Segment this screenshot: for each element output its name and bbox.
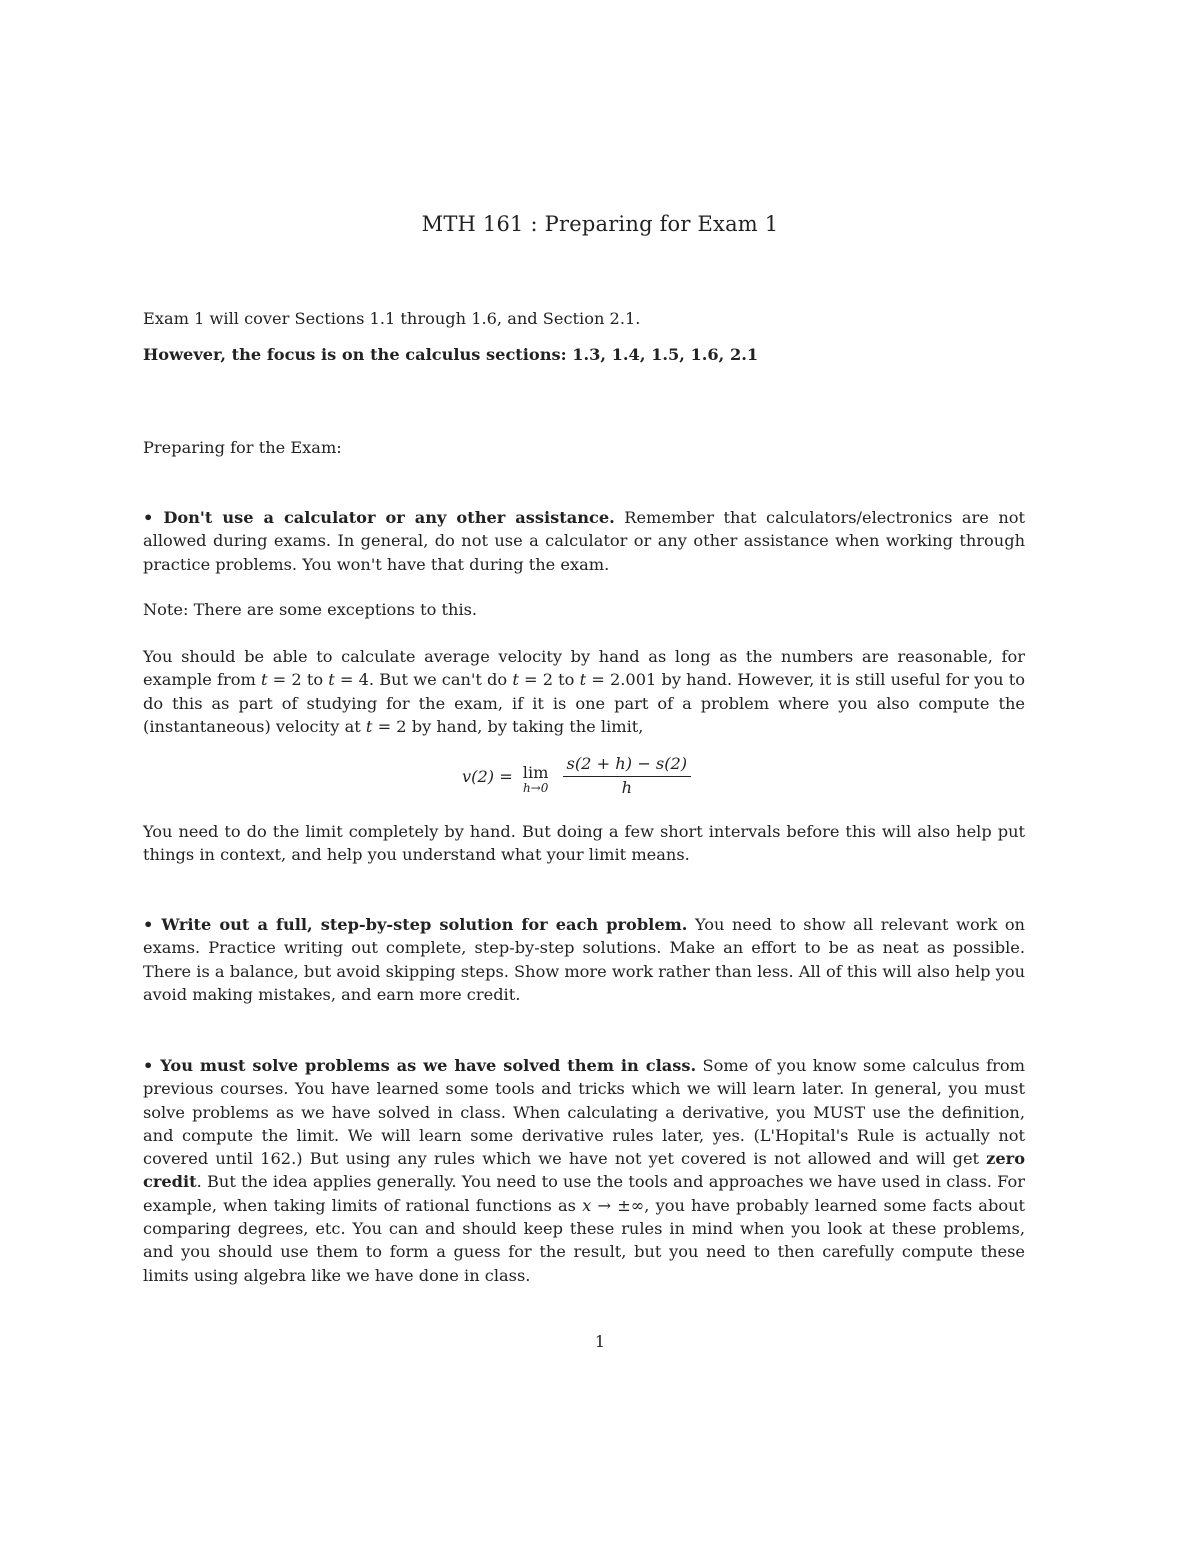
bullet-calculator-heading: • Don't use a calculator or any other assistance. [143,508,615,527]
zero-credit-emphasis: zero credit [143,1149,1025,1192]
note-exceptions: Note: There are some exceptions to this. [143,600,478,619]
math-t: t [260,670,268,690]
math-t: t [512,670,519,690]
bullet-step-by-step-heading: • Write out a full, step-by-step solution for each problem. [143,915,688,934]
velocity-text-5: = 2.001 by hand. However, it is still useful for you to do this as part of studying for the exam, if it is one part of a problem where you also compute the (instantaneous) velocity at [143,670,1025,736]
exam-coverage: Exam 1 will cover Sections 1.1 through 1.6, and Section 2.1. [143,309,641,328]
preparing-heading: Preparing for the Exam: [143,438,342,457]
math-x: x [582,1195,592,1215]
velocity-text-1: You should be able to calculate average velocity by hand as long as the numbers are reasonable, for example from [143,647,1025,690]
limit-word: lim [522,763,549,782]
velocity-text-3: = 4. But we can't do [334,670,513,690]
bullet-solve-text-2: . But the idea applies generally. You need to use the tools and approaches we have used in class. For example, when taking limits of rational functions as [143,1172,1025,1215]
formula-lhs: v(2) = [462,766,513,786]
exam-focus: However, the focus is on the calculus sections: 1.3, 1.4, 1.5, 1.6, 2.1 [143,345,759,364]
bullet-solve-text-1: Some of you know some calculus from previous courses. You have learned some tools and tricks which we will learn later. In general, you must solve problems as we have solved in class. When calculating a derivative, you MUST use the definition, and compute the limit. We will learn some derivative rules later, yes. (L'Hopital's Rule is actually not covered until 162.) But using any rules which we have not yet covered is not allowed and will get [143,1056,1025,1169]
bullet-solve-text-3: , you have probably learned some facts about comparing degrees, etc. You can and should keep these rules in mind when you look at these problems, and you should use them to form a guess for the result, but you need to then carefully compute these limits using algebra like we have done in class. [143,1195,1025,1285]
math-arrow-infinity: → ±∞ [591,1195,645,1215]
limit-operator [523,764,549,794]
page-number: 1 [594,1332,606,1351]
math-t: t [328,670,335,690]
difference-quotient [563,754,692,798]
bullet-step-by-step [143,913,1025,1006]
velocity-text-6: = 2 by hand, by taking the limit, [372,716,644,736]
bullet-solve-heading: • You must solve problems as we have solved them in class. [143,1056,697,1075]
bullet-calculator [143,506,1025,576]
velocity-paragraph [143,645,1025,738]
velocity-text-4: = 2 to [518,670,580,690]
velocity-limit-formula [462,754,691,798]
fraction-numerator: s(2 + h) − s(2) [563,754,692,777]
velocity-text-2: = 2 to [267,670,329,690]
bullet-calculator-text: Remember that calculators/electronics are not allowed during exams. In general, do not use a calculator or any other assistance when working through practice problems. You won't have that during the exam. [143,508,1025,574]
fraction-denominator: h [621,778,633,797]
bullet-solve-as-in-class [143,1054,1025,1287]
document-title: MTH 161 : Preparing for Exam 1 [421,212,779,236]
limit-subscript: h→0 [522,781,549,795]
math-t: t [365,716,373,736]
limit-context-paragraph: You need to do the limit completely by hand. But doing a few short intervals before this will also help put things in context, and help you understand what your limit means. [143,822,1025,865]
bullet-step-by-step-text: You need to show all relevant work on exams. Practice writing out complete, step-by-step solutions. Make an effort to be as neat as possible. There is a balance, but avoid skipping steps. Show more work rather than less. All of this will also help you avoid making mistakes, and earn more credit. [143,915,1025,1004]
math-t: t [579,670,587,690]
